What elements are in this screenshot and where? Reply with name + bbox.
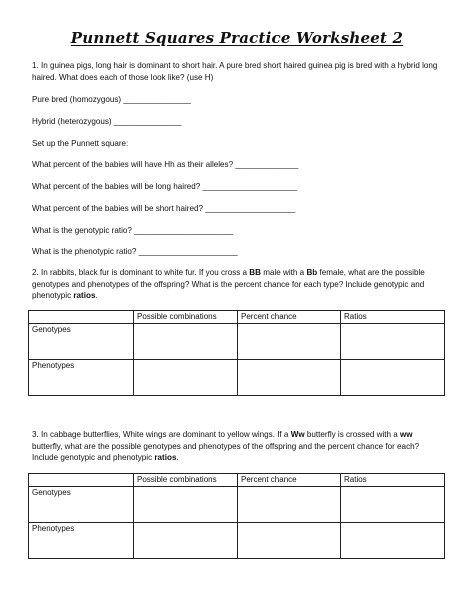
table-header-cell bbox=[29, 474, 134, 487]
table-header-cell: Possible combinations bbox=[134, 311, 238, 324]
phenotypic-ratio-line: What is the phenotypic ratio? ______________________ bbox=[32, 247, 238, 256]
answer-cell[interactable] bbox=[134, 487, 238, 523]
table-row bbox=[29, 360, 445, 396]
q3-part4: . bbox=[176, 453, 179, 463]
table-header-cell: Possible combinations bbox=[134, 474, 238, 487]
answer-cell[interactable] bbox=[134, 523, 238, 559]
row-label-phenotypes: Phenotypes bbox=[29, 523, 134, 559]
q3-ww2: ww bbox=[400, 430, 413, 439]
row-label-genotypes: Genotypes bbox=[29, 324, 134, 360]
table-header-cell: Ratios bbox=[341, 311, 445, 324]
q2-bb: BB bbox=[249, 268, 261, 277]
table-header-cell: Percent chance bbox=[238, 474, 341, 487]
answer-cell[interactable] bbox=[134, 324, 238, 360]
question-1-text: 1. In guinea pigs, long hair is dominant to short hair. A pure bred short haired guinea pig is bred with a hybrid long haired. What does each of those look like? (use H) bbox=[32, 61, 438, 82]
q2-ratios: ratios bbox=[73, 291, 96, 301]
q2-part4: . bbox=[95, 291, 98, 301]
setup-line: Set up the Punnett square: bbox=[32, 139, 129, 148]
table-row bbox=[29, 523, 445, 559]
percent-short-line: What percent of the babies will be short haired? ____________________ bbox=[32, 204, 296, 213]
answer-cell[interactable] bbox=[341, 487, 445, 523]
answer-cell[interactable] bbox=[341, 360, 445, 396]
q3-ww: Ww bbox=[290, 430, 305, 439]
row-label-genotypes: Genotypes bbox=[29, 487, 134, 523]
q2-part1: 2. In rabbits, black fur is dominant to white fur. If you cross a bbox=[32, 268, 250, 277]
answer-cell[interactable] bbox=[134, 360, 238, 396]
table-header-cell bbox=[29, 311, 134, 324]
table-header-row bbox=[29, 474, 445, 487]
genotypic-ratio-line: What is the genotypic ratio? ______________________ bbox=[32, 226, 234, 235]
question-3-table bbox=[28, 473, 445, 559]
q3-part3: butterfly, what are the possible genotypes and phenotypes of the offspring and the percent chance for each? Include genotypic and phenotypic bbox=[32, 441, 420, 463]
hybrid-line: Hybrid (heterozygous) _______________ bbox=[32, 117, 182, 126]
table-row bbox=[29, 487, 445, 523]
q3-ratios: ratios bbox=[154, 453, 177, 463]
answer-cell[interactable] bbox=[238, 360, 341, 396]
answer-cell[interactable] bbox=[238, 523, 341, 559]
answer-cell[interactable] bbox=[238, 487, 341, 523]
question-3-text bbox=[32, 429, 444, 464]
answer-cell[interactable] bbox=[341, 324, 445, 360]
question-2-text bbox=[32, 267, 444, 302]
table-header-row bbox=[29, 311, 445, 324]
table-header-cell: Percent chance bbox=[238, 311, 341, 324]
percent-long-line: What percent of the babies will be long haired? _____________________ bbox=[32, 182, 298, 191]
q3-part2: butterfly is crossed with a bbox=[304, 430, 400, 439]
answer-cell[interactable] bbox=[238, 324, 341, 360]
q2-bb2: Bb bbox=[306, 268, 318, 277]
q2-part3: female, what are the possible genotypes and phenotypes of the offspring? What is the percent chance for each type? Include genotypic and phenotypic bbox=[32, 268, 425, 301]
q2-part2: male with a bbox=[261, 268, 307, 277]
worksheet-title: Punnett Squares Practice Worksheet 2 bbox=[70, 29, 404, 47]
answer-cell[interactable] bbox=[341, 523, 445, 559]
pure-bred-line: Pure bred (homozygous) _______________ bbox=[32, 95, 191, 104]
row-label-phenotypes: Phenotypes bbox=[29, 360, 134, 396]
q3-part1: 3. In cabbage butterflies, White wings are dominant to yellow wings. If a bbox=[32, 430, 291, 439]
percent-hh-line: What percent of the babies will have Hh as their alleles? ______________ bbox=[32, 160, 299, 169]
table-header-cell: Ratios bbox=[341, 474, 445, 487]
question-2-table bbox=[28, 310, 445, 396]
table-row bbox=[29, 324, 445, 360]
